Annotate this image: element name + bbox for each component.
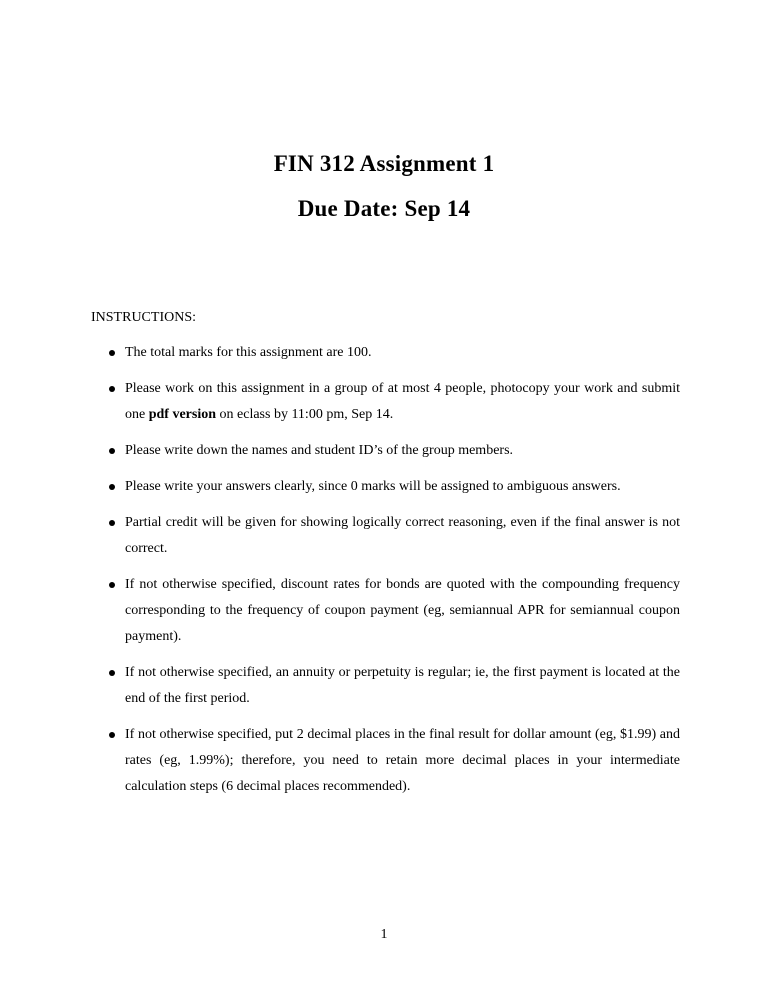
bullet-icon <box>109 732 115 738</box>
list-item <box>108 376 680 428</box>
instruction-text: Please write down the names and student ID’s of the group members. <box>125 443 514 458</box>
bullet-icon <box>109 350 115 356</box>
list-item <box>108 722 680 800</box>
list-item <box>108 660 680 712</box>
bullet-icon <box>109 484 115 490</box>
list-item <box>108 340 680 366</box>
list-item <box>108 438 680 464</box>
page-number: 1 <box>380 927 388 942</box>
due-date: Due Date: Sep 14 <box>297 196 471 221</box>
bullet-icon <box>109 670 115 676</box>
instruction-text: Please work on this assignment in a group of at most 4 people, photocopy your work and submit one <box>125 381 680 422</box>
instructions-heading: INSTRUCTIONS: <box>91 310 197 325</box>
instruction-text: on eclass by 11:00 pm, Sep 14. <box>216 407 394 422</box>
instruction-text: Please write your answers clearly, since 0 marks will be assigned to ambiguous answers. <box>125 479 621 494</box>
instruction-text: The total marks for this assignment are 100. <box>125 345 372 360</box>
list-item <box>108 510 680 562</box>
bullet-icon <box>109 582 115 588</box>
instruction-text: If not otherwise specified, discount rates for bonds are quoted with the compounding frequency corresponding to the frequency of coupon payment (eg, semiannual APR for semiannual coupon payment). <box>125 577 680 644</box>
list-item <box>108 572 680 650</box>
bullet-icon <box>109 448 115 454</box>
instruction-bold-text: pdf version <box>148 407 217 422</box>
instructions-list <box>108 340 680 810</box>
bullet-icon <box>109 520 115 526</box>
assignment-title: FIN 312 Assignment 1 <box>273 151 495 176</box>
instruction-text: Partial credit will be given for showing logically correct reasoning, even if the final answer is not correct. <box>125 515 680 556</box>
instruction-text: If not otherwise specified, put 2 decimal places in the final result for dollar amount (eg, $1.99) and rates (eg, 1.99%); therefore, you need to retain more decimal places in your intermediate calculation steps (6 decimal places recommended). <box>125 727 680 794</box>
bullet-icon <box>109 386 115 392</box>
instruction-text: If not otherwise specified, an annuity or perpetuity is regular; ie, the first payment is located at the end of the first period. <box>125 665 680 706</box>
list-item <box>108 474 680 500</box>
